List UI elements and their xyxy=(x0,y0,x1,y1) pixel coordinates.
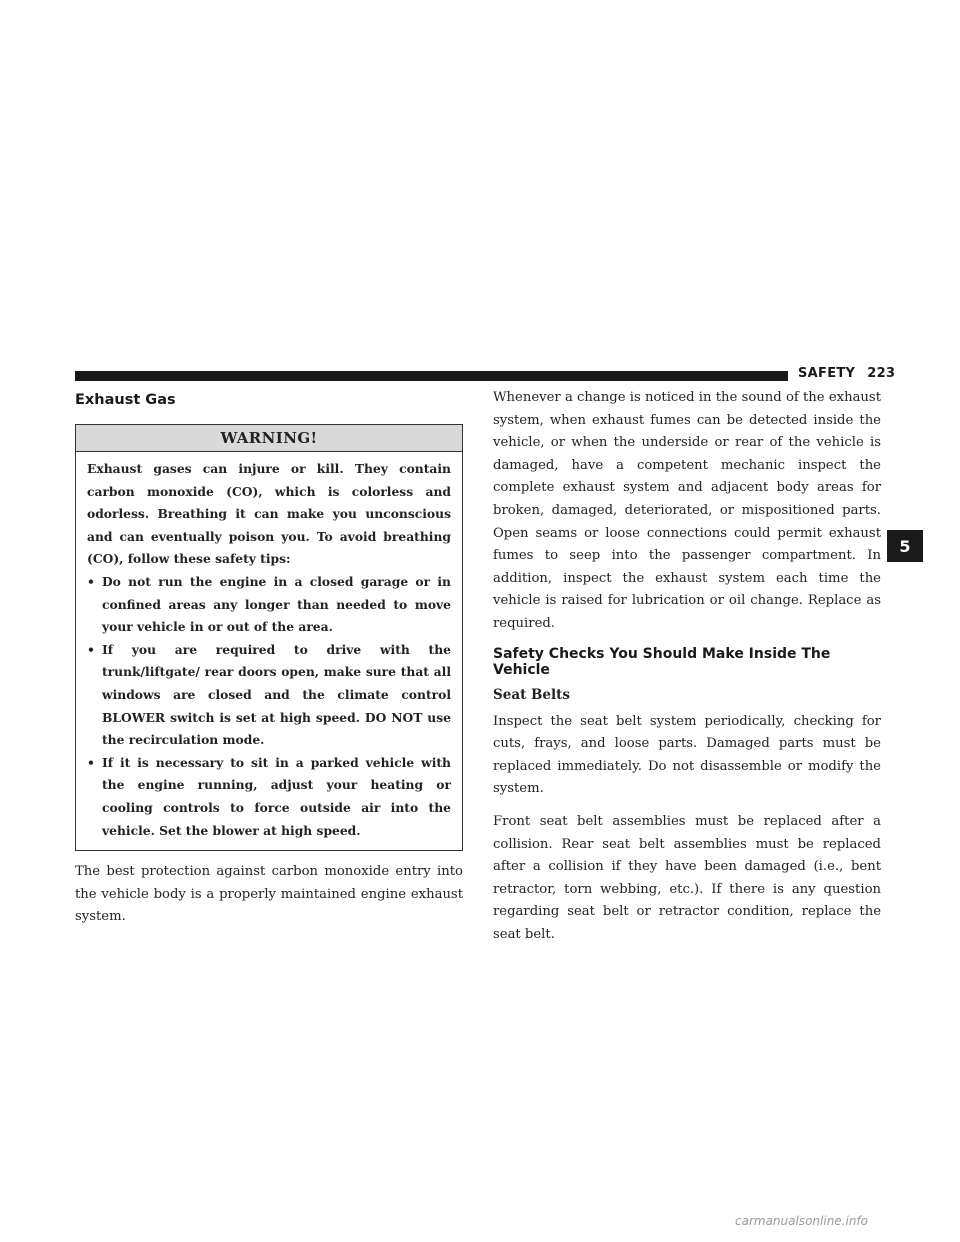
watermark-text: carmanualsonline.info xyxy=(735,1214,869,1228)
header-section: SAFETY xyxy=(798,366,856,381)
seat-belt-replacement-paragraph: Front seat belt assemblies must be replaced after a collision. Rear seat belt assemblies must be replaced after a collision if they have been damaged (i.e., bent retractor, torn webbing, etc.). If there is any question regarding seat belt or retractor condition, replace the seat belt. xyxy=(493,813,881,942)
warning-list xyxy=(87,571,451,842)
header-rule xyxy=(75,371,788,381)
warning-intro: Exhaust gases can injure or kill. They contain carbon monoxide (CO), which is colorless and odorless. Breathing it can make you unconscious and can eventually poison you. To avoid breathing (CO), follow these safety tips: xyxy=(87,461,451,567)
running-header xyxy=(798,366,895,381)
warning-bullet: • Do not run the engine in a closed garage or in confined areas any longer than needed to move your vehicle in or out of the area. xyxy=(87,571,451,639)
co-protection-paragraph: The best protection against carbon monoxide entry into the vehicle body is a properly maintained engine exhaust system. xyxy=(75,864,463,925)
seat-belt-inspection-paragraph: Inspect the seat belt system periodically, checking for cuts, frays, and loose parts. Damaged parts must be replaced immediately. Do not disassemble or modify the system. xyxy=(493,713,881,797)
warning-title: WARNING! xyxy=(76,425,462,452)
warning-body xyxy=(76,452,462,850)
seat-belts-heading: Seat Belts xyxy=(493,686,570,703)
chapter-tab: 5 xyxy=(887,530,923,562)
right-column xyxy=(493,387,881,956)
warning-bullet: • If you are required to drive with the trunk/liftgate/ rear doors open, make sure that all windows are closed and the climate control BLOWER switch is set at high speed. DO NOT use the recirculation mode. xyxy=(87,639,451,752)
warning-bullet: • If it is necessary to sit in a parked vehicle with the engine running, adjust your heating or cooling controls to force outside air into the vehicle. Set the blower at high speed. xyxy=(87,752,451,842)
exhaust-inspection-paragraph: Whenever a change is noticed in the sound of the exhaust system, when exhaust fumes can be detected inside the vehicle, or when the underside or rear of the vehicle is damaged, have a competent mechanic inspect the complete exhaust system and adjacent body areas for broken, damaged, deteriorated, or mispositioned parts. Open seams or loose connections could permit exhaust fumes to seep into the passenger compartment. In addition, inspect the exhaust system each time the vehicle is raised for lubrication or oil change. Replace as required. xyxy=(493,390,881,631)
left-column xyxy=(75,392,463,939)
page-number: 223 xyxy=(867,366,896,381)
exhaust-gas-heading: Exhaust Gas xyxy=(75,392,176,408)
warning-box xyxy=(75,424,463,851)
safety-checks-heading: Safety Checks You Should Make Inside The Vehicle xyxy=(493,645,831,678)
